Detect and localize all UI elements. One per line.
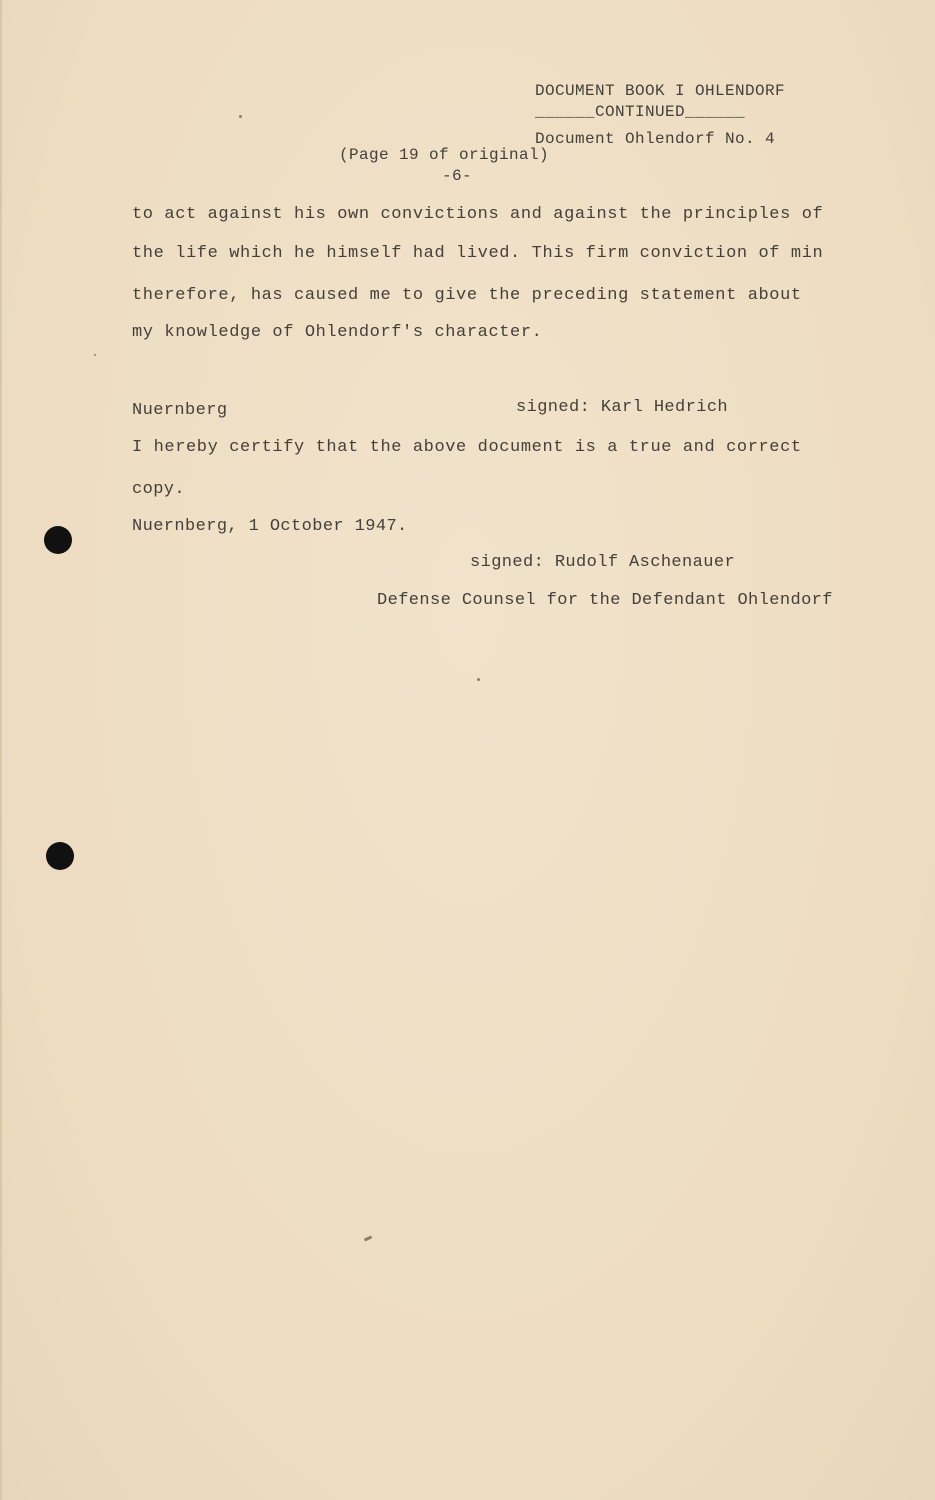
paper-speck xyxy=(477,678,480,681)
body-line: therefore, has caused me to give the preceding statement about xyxy=(132,286,802,305)
certification-line: I hereby certify that the above document is a true and correct xyxy=(132,438,802,457)
counsel-title: Defense Counsel for the Defendant Ohlendorf xyxy=(377,591,833,610)
signature-aschenauer: signed: Rudolf Aschenauer xyxy=(470,553,736,572)
body-line: my knowledge of Ohlendorf's character. xyxy=(132,323,543,342)
continued-label: ______CONTINUED______ xyxy=(535,103,746,121)
punch-hole xyxy=(46,842,74,870)
certification-line: copy. xyxy=(132,480,186,499)
body-line: to act against his own convictions and against the principles of xyxy=(132,205,824,224)
signature-place: Nuernberg xyxy=(132,401,228,420)
signature-hedrich: signed: Karl Hedrich xyxy=(516,398,729,417)
paper-speck xyxy=(94,354,96,356)
paper-speck xyxy=(239,115,242,118)
certification-date: Nuernberg, 1 October 1947. xyxy=(132,517,408,536)
body-line: the life which he himself had lived. This firm conviction of min xyxy=(132,244,824,263)
page-number: -6- xyxy=(442,167,473,185)
punch-hole xyxy=(44,526,72,554)
document-number: Document Ohlendorf No. 4 xyxy=(535,130,776,148)
document-book-title: DOCUMENT BOOK I OHLENDORF xyxy=(535,82,786,100)
paper-speck xyxy=(364,1235,373,1241)
page-of-original: (Page 19 of original) xyxy=(339,146,550,164)
